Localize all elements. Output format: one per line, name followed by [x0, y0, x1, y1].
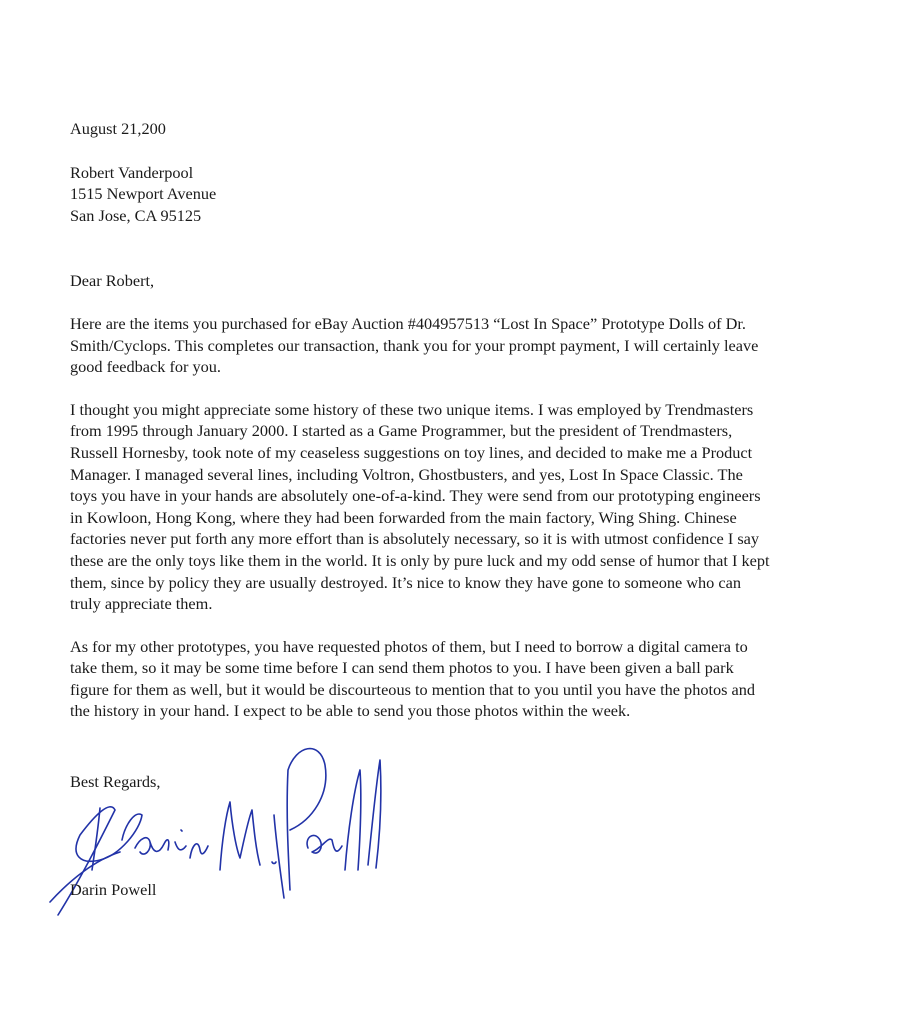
paragraph-line: the history in your hand. I expect to be able to send you those photos within the week.	[70, 701, 631, 721]
paragraph-line: toys you have in your hands are absolutely one-of-a-kind. They were send from our prototyping engineers	[70, 486, 761, 506]
paragraph-line: in Kowloon, Hong Kong, where they had been forwarded from the main factory, Wing Shing. Chinese	[70, 507, 737, 527]
salutation: Dear Robert,	[70, 271, 155, 291]
recipient-street: 1515 Newport Avenue	[70, 184, 217, 204]
recipient-city: San Jose, CA 95125	[70, 205, 202, 225]
paragraph-line: Manager. I managed several lines, including Voltron, Ghostbusters, and yes, Lost In Space Classic. The	[70, 464, 743, 484]
paragraph-line: good feedback for you.	[70, 357, 221, 377]
paragraph-line: these are the only toys like them in the world. It is only by pure luck and my odd sense of humor that I kept	[70, 550, 770, 570]
signer-name: Darin Powell	[70, 880, 157, 899]
recipient-address	[70, 162, 880, 227]
paragraph-2	[70, 399, 880, 615]
paragraph-line: them, since by policy they are usually destroyed. It’s nice to know they have gone to someone who can	[70, 572, 741, 592]
paragraph-line: figure for them as well, but it would be discourteous to mention that to you until you have the photos and	[70, 679, 756, 699]
paragraph-line: Russell Hornesby, took note of my ceaseless suggestions on toy lines, and decided to make me a Product	[70, 442, 753, 462]
paragraph-3	[70, 636, 880, 722]
paragraph-line: take them, so it may be some time before I can send them photos to you. I have been given a ball park	[70, 658, 734, 678]
paragraph-line: Here are the items you purchased for eBay Auction #404957513 “Lost In Space” Prototype Dolls of Dr.	[70, 313, 746, 333]
paragraph-line: Smith/Cyclops. This completes our transaction, thank you for your prompt payment, I will certainly leave	[70, 335, 759, 355]
recipient-name: Robert Vanderpool	[70, 162, 194, 182]
letter-date: August 21,200	[70, 119, 166, 138]
paragraph-line: truly appreciate them.	[70, 594, 213, 614]
paragraph-line: factories never put forth any more effort than is absolutely necessary, so it is with utmost confidence I say	[70, 529, 760, 549]
paragraph-line: I thought you might appreciate some history of these two unique items. I was employed by Trendmasters	[70, 399, 754, 419]
closing: Best Regards,	[70, 772, 161, 791]
letter-body	[70, 118, 880, 743]
paragraph-1	[70, 313, 880, 378]
paragraph-line: from 1995 through January 2000. I started as a Game Programmer, but the president of Trendmasters,	[70, 421, 733, 441]
paragraph-line: As for my other prototypes, you have requested photos of them, but I need to borrow a digital camera to	[70, 636, 748, 656]
